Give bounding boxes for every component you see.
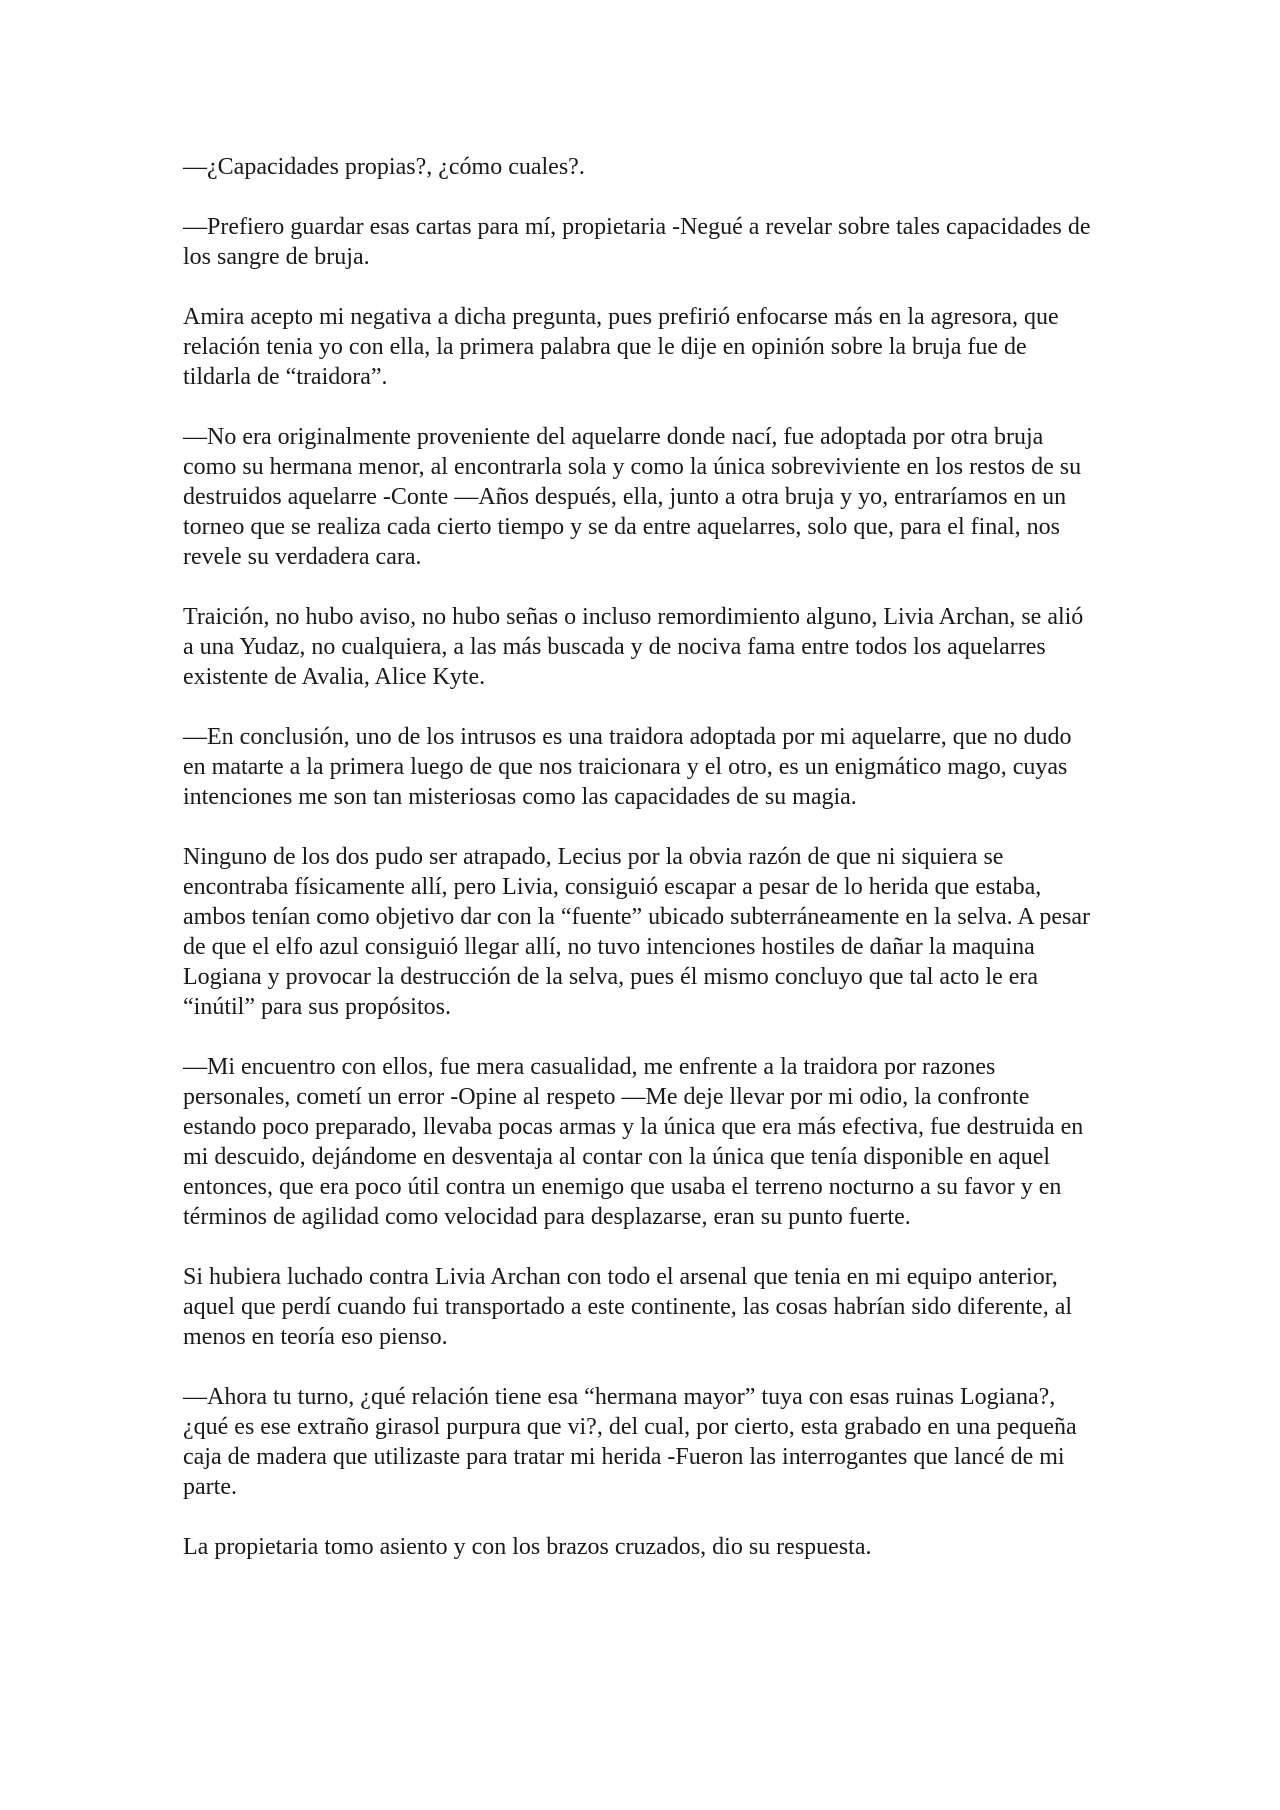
paragraph: Ninguno de los dos pudo ser atrapado, Lecius por la obvia razón de que ni siquiera se encontraba físicamente allí, pero Livia, consiguió escapar a pesar de lo herida que estaba, ambos tenían como objetivo dar con la “fuente” ubicado subterráneamente en la selva. A pesar de que el elfo azul consiguió llegar allí, no tuvo intenciones hostiles de dañar la maquina Logiana y provocar la destrucción de la selva, pues él mismo concluyo que tal acto le era “inútil” para sus propósitos. (183, 844, 1090, 1020)
paragraph: Traición, no hubo aviso, no hubo señas o incluso remordimiento alguno, Livia Archan, se alió a una Yudaz, no cualquiera, a las más buscada y de nociva fama entre todos los aquelarres existente de Avalia, Alice Kyte. (183, 604, 1084, 690)
paragraph: —No era originalmente proveniente del aquelarre donde nací, fue adoptada por otra bruja como su hermana menor, al encontrarla sola y como la única sobreviviente en los restos de su destruidos aquelarre -Conte —Años después, ella, junto a otra bruja y yo, entraríamos en un torneo que se realiza cada cierto tiempo y se da entre aquelarres, solo que, para el final, nos revele su verdadera cara. (183, 424, 1082, 570)
paragraph: Si hubiera luchado contra Livia Archan con todo el arsenal que tenia en mi equipo anterior, aquel que perdí cuando fui transportado a este continente, las cosas habrían sido diferente, al menos en teoría eso pienso. (183, 1264, 1073, 1350)
paragraph: La propietaria tomo asiento y con los brazos cruzados, dio su respuesta. (183, 1534, 872, 1560)
paragraph: —¿Capacidades propias?, ¿cómo cuales?. (183, 154, 585, 180)
paragraph: —Mi encuentro con ellos, fue mera casualidad, me enfrente a la traidora por razones personales, cometí un error -Opine al respeto —Me deje llevar por mi odio, la confronte estando poco preparado, llevaba pocas armas y la única que era más efectiva, fue destruida en mi descuido, dejándome en desventaja al contar con la única que tenía disponible en aquel entonces, que era poco útil contra un enemigo que usaba el terreno nocturno a su favor y en términos de agilidad como velocidad para desplazarse, eran su punto fuerte. (183, 1054, 1084, 1230)
paragraph: —En conclusión, uno de los intrusos es una traidora adoptada por mi aquelarre, que no dudo en matarte a la primera luego de que nos traicionara y el otro, es un enigmático mago, cuyas intenciones me son tan misteriosas como las capacidades de su magia. (183, 724, 1072, 810)
document-body (183, 152, 1093, 1592)
paragraph: Amira acepto mi negativa a dicha pregunta, pues prefirió enfocarse más en la agresora, que relación tenia yo con ella, la primera palabra que le dije en opinión sobre la bruja fue de tildarla de “traidora”. (183, 304, 1059, 390)
paragraph: —Ahora tu turno, ¿qué relación tiene esa “hermana mayor” tuya con esas ruinas Logiana?, ¿qué es ese extraño girasol purpura que vi?, del cual, por cierto, esta grabado en una pequeña caja de madera que utilizaste para tratar mi herida -Fueron las interrogantes que lancé de mi parte. (183, 1384, 1077, 1500)
paragraph: —Prefiero guardar esas cartas para mí, propietaria -Negué a revelar sobre tales capacidades de los sangre de bruja. (183, 214, 1091, 270)
